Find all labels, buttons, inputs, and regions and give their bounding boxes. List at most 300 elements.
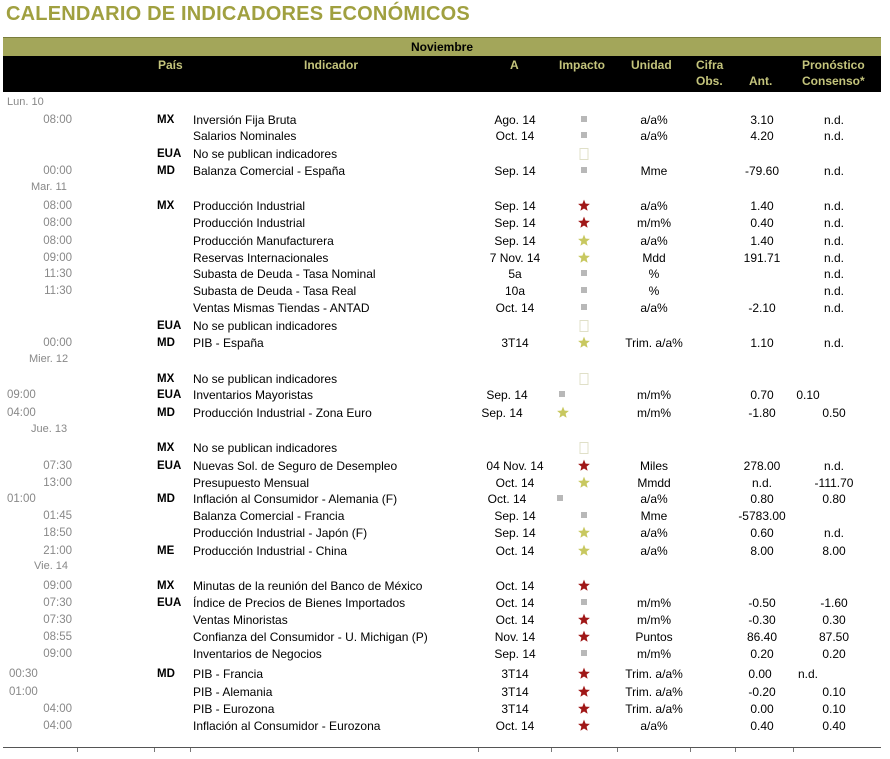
table-row (0, 163, 890, 179)
row-consenso: 0.30 (822, 613, 846, 627)
row-unidad: m/m% (637, 216, 671, 230)
column-tick (190, 748, 191, 752)
row-anterior: -79.60 (744, 164, 780, 178)
row-periodo: Oct. 14 (495, 579, 535, 593)
row-time: 04:00 (43, 703, 72, 715)
row-unidad: Trim. a/a% (625, 336, 683, 350)
impact-low (559, 387, 565, 403)
row-consenso: 0.50 (822, 406, 846, 420)
impact-high (578, 666, 591, 682)
row-periodo: Sep. 14 (494, 234, 536, 248)
row-indicador: Salarios Nominales (193, 129, 297, 143)
row-indicador: Balanza Comercial - España (193, 164, 346, 178)
impact-high (578, 718, 591, 734)
row-unidad: m/m% (637, 406, 671, 420)
impact-medium (578, 525, 591, 541)
header-consenso: Consenso* (802, 74, 865, 88)
row-consenso: 0.10 (822, 685, 846, 699)
row-pais: MD (157, 165, 175, 177)
row-periodo: 3T14 (501, 702, 529, 716)
row-indicador: Producción Industrial - Zona Euro (193, 406, 372, 420)
row-consenso: n.d. (823, 301, 845, 315)
low-impact-square-icon (581, 167, 587, 173)
row-periodo: Oct. 14 (495, 129, 535, 143)
table-row (0, 371, 890, 387)
high-impact-star-icon (578, 719, 591, 732)
row-consenso: n.d. (797, 667, 819, 681)
row-periodo: Sep. 14 (494, 199, 536, 213)
impact-none (580, 371, 589, 387)
row-periodo: Oct. 14 (487, 492, 527, 506)
day-label: Mier. 12 (29, 353, 69, 365)
row-anterior: -0.20 (748, 685, 776, 699)
row-indicador: Confianza del Consumidor - U. Michigan (P) (193, 630, 428, 644)
low-impact-square-icon (581, 116, 587, 122)
impact-none (580, 318, 589, 334)
table-row (0, 146, 890, 162)
row-time: 09:00 (43, 648, 72, 660)
low-impact-square-icon (581, 304, 587, 310)
low-impact-square-icon (581, 650, 587, 656)
no-impact-box-icon (580, 442, 589, 454)
row-unidad: a/a% (640, 301, 668, 315)
row-unidad: a/a% (640, 199, 668, 213)
row-unidad: a/a% (640, 492, 668, 506)
row-unidad: a/a% (640, 234, 668, 248)
row-indicador: Minutas de la reunión del Banco de México (193, 579, 423, 593)
row-anterior: -5783.00 (738, 509, 786, 523)
row-indicador: Índice de Precios de Bienes Importados (193, 596, 406, 610)
header-obs: Obs. (696, 74, 723, 88)
row-unidad: Trim. a/a% (625, 702, 683, 716)
no-impact-box-icon (580, 373, 589, 385)
row-anterior: -0.50 (748, 596, 776, 610)
row-anterior: 0.70 (750, 388, 774, 402)
low-impact-square-icon (581, 287, 587, 293)
row-pais: MX (157, 373, 175, 385)
row-periodo: Sep. 14 (486, 388, 528, 402)
impact-high (578, 198, 591, 214)
row-unidad: a/a% (640, 113, 668, 127)
row-periodo: Oct. 14 (495, 544, 535, 558)
row-pais: MD (157, 668, 175, 680)
high-impact-star-icon (578, 199, 591, 212)
table-row (0, 578, 890, 594)
row-anterior: 8.00 (750, 544, 774, 558)
row-indicador: Producción Industrial - Japón (F) (193, 526, 368, 540)
column-tick (735, 748, 736, 752)
row-anterior: n.d. (751, 476, 773, 490)
high-impact-star-icon (578, 702, 591, 715)
row-pais: EUA (157, 460, 182, 472)
impact-high (578, 458, 591, 474)
medium-impact-star-icon (557, 406, 570, 419)
impact-low (581, 163, 587, 179)
row-anterior: -2.10 (748, 301, 776, 315)
row-anterior: 0.40 (750, 216, 774, 230)
row-time: 04:00 (7, 407, 36, 419)
row-pais: MX (157, 442, 175, 454)
row-periodo: Oct. 14 (495, 596, 535, 610)
impact-low (581, 128, 587, 144)
row-consenso: -1.60 (820, 596, 848, 610)
row-consenso: n.d. (823, 459, 845, 473)
row-indicador: Subasta de Deuda - Tasa Nominal (193, 267, 376, 281)
row-time: 07:30 (43, 597, 72, 609)
row-indicador: Inventarios de Negocios (193, 647, 322, 661)
row-pais: MX (157, 200, 175, 212)
column-tick (551, 748, 552, 752)
row-pais: EUA (157, 597, 182, 609)
table-bottom-border (3, 747, 881, 748)
row-time: 04:00 (43, 720, 72, 732)
impact-low (581, 300, 587, 316)
row-consenso: -111.70 (814, 476, 854, 490)
table-row (0, 405, 890, 421)
header-impacto: Impacto (559, 58, 606, 72)
row-time: 11:30 (44, 285, 72, 297)
row-consenso: n.d. (823, 216, 845, 230)
row-pais: MD (157, 407, 175, 419)
row-anterior: 86.40 (746, 630, 778, 644)
row-indicador: Subasta de Deuda - Tasa Real (193, 284, 357, 298)
row-unidad: Mdd (642, 251, 666, 265)
row-unidad: m/m% (637, 613, 671, 627)
row-anterior: 1.10 (750, 336, 774, 350)
row-periodo: Oct. 14 (495, 476, 535, 490)
high-impact-star-icon (578, 579, 591, 592)
row-periodo: Sep. 14 (494, 526, 536, 540)
row-consenso: n.d. (823, 267, 845, 281)
row-unidad: % (648, 284, 660, 298)
row-consenso: n.d. (823, 526, 845, 540)
table-row (0, 283, 890, 299)
row-unidad: a/a% (640, 544, 668, 558)
row-time: 08:00 (43, 217, 72, 229)
row-periodo: Oct. 14 (495, 301, 535, 315)
medium-impact-star-icon (578, 234, 591, 247)
column-tick (690, 748, 691, 752)
row-consenso: n.d. (823, 284, 845, 298)
row-anterior: 0.40 (750, 719, 774, 733)
impact-low (557, 491, 563, 507)
table-row (0, 387, 890, 403)
row-indicador: PIB - Alemania (193, 685, 273, 699)
table-row (0, 612, 890, 628)
day-label: Lun. 10 (7, 96, 44, 108)
header-unidad: Unidad (631, 58, 672, 72)
impact-low (581, 283, 587, 299)
row-unidad: m/m% (637, 596, 671, 610)
no-impact-box-icon (580, 148, 589, 160)
row-time: 00:30 (9, 668, 38, 680)
table-row (0, 318, 890, 334)
impact-high (578, 684, 591, 700)
table-row (0, 250, 890, 266)
low-impact-square-icon (581, 270, 587, 276)
row-pais: MD (157, 493, 175, 505)
day-label: Mar. 11 (31, 181, 67, 193)
row-indicador: Inversión Fija Bruta (193, 113, 297, 127)
row-consenso: n.d. (823, 251, 845, 265)
impact-low (581, 266, 587, 282)
row-consenso: 0.10 (822, 702, 846, 716)
row-indicador: No se publican indicadores (193, 319, 338, 333)
impact-low (581, 595, 587, 611)
row-unidad: Mme (640, 164, 668, 178)
table-row (0, 233, 890, 249)
medium-impact-star-icon (578, 251, 591, 264)
impact-low (581, 508, 587, 524)
high-impact-star-icon (578, 216, 591, 229)
medium-impact-star-icon (578, 526, 591, 539)
row-consenso: 87.50 (818, 630, 850, 644)
row-indicador: No se publican indicadores (193, 147, 338, 161)
table-row (0, 595, 890, 611)
table-row (0, 300, 890, 316)
table-row (0, 508, 890, 524)
row-periodo: Sep. 14 (494, 647, 536, 661)
low-impact-square-icon (559, 391, 565, 397)
row-periodo: 04 Nov. 14 (486, 459, 544, 473)
row-indicador: Presupuesto Mensual (193, 476, 310, 490)
row-periodo: 3T14 (501, 685, 529, 699)
impact-high (578, 578, 591, 594)
page-title: CALENDARIO DE INDICADORES ECONÓMICOS (6, 3, 470, 25)
row-consenso: n.d. (823, 113, 845, 127)
high-impact-star-icon (578, 685, 591, 698)
row-time: 01:45 (43, 510, 72, 522)
row-unidad: a/a% (640, 526, 668, 540)
header-a: A (510, 58, 519, 72)
no-impact-box-icon (580, 320, 589, 332)
table-row (0, 491, 890, 507)
day-label: Vie. 14 (34, 560, 69, 572)
row-indicador: Producción Industrial (193, 216, 306, 230)
low-impact-square-icon (581, 599, 587, 605)
column-tick (617, 748, 618, 752)
row-indicador: PIB - España (193, 336, 264, 350)
table-row (0, 215, 890, 231)
row-time: 21:00 (43, 545, 72, 557)
row-time: 11:30 (44, 268, 72, 280)
row-consenso: n.d. (823, 164, 845, 178)
row-unidad: Trim. a/a% (625, 667, 683, 681)
table-row (0, 475, 890, 491)
row-pais: EUA (157, 148, 182, 160)
month-bar: Noviembre (3, 37, 881, 56)
row-periodo: 7 Nov. 14 (489, 251, 541, 265)
table-row (0, 543, 890, 559)
row-anterior: 1.40 (750, 199, 774, 213)
row-time: 09:00 (7, 389, 36, 401)
row-indicador: Nuevas Sol. de Seguro de Desempleo (193, 459, 398, 473)
row-time: 08:00 (43, 235, 72, 247)
table-row (0, 666, 890, 682)
medium-impact-star-icon (578, 544, 591, 557)
table-row (0, 629, 890, 645)
row-pais: MX (157, 580, 175, 592)
row-indicador: Inventarios Mayoristas (193, 388, 314, 402)
row-time: 08:55 (43, 631, 72, 643)
row-indicador: Inflación al Consumidor - Eurozona (193, 719, 381, 733)
row-pais: MD (157, 337, 175, 349)
row-time: 09:00 (43, 252, 72, 264)
row-periodo: Sep. 14 (494, 509, 536, 523)
row-consenso: 0.80 (822, 492, 846, 506)
row-pais: MX (157, 114, 175, 126)
row-indicador: PIB - Eurozona (193, 702, 275, 716)
column-tick (478, 748, 479, 752)
column-tick (793, 748, 794, 752)
table-row (0, 112, 890, 128)
impact-low (581, 112, 587, 128)
row-periodo: Oct. 14 (495, 719, 535, 733)
row-time: 01:00 (9, 686, 38, 698)
row-time: 01:00 (7, 493, 36, 505)
row-unidad: Mme (640, 509, 668, 523)
row-indicador: Balanza Comercial - Francia (193, 509, 345, 523)
row-anterior: 0.80 (750, 492, 774, 506)
row-consenso: 8.00 (822, 544, 846, 558)
row-pais: ME (157, 545, 175, 557)
table-row (0, 718, 890, 734)
low-impact-square-icon (557, 495, 563, 501)
row-anterior: -1.80 (748, 406, 776, 420)
row-anterior: 0.60 (750, 526, 774, 540)
row-indicador: Inflación al Consumidor - Alemania (F) (193, 492, 398, 506)
table-row (0, 198, 890, 214)
row-consenso: 0.40 (822, 719, 846, 733)
row-periodo: Ago. 14 (494, 113, 536, 127)
row-periodo: 10a (504, 284, 526, 298)
row-periodo: Oct. 14 (495, 613, 535, 627)
row-indicador: PIB - Francia (193, 667, 264, 681)
row-anterior: -0.30 (748, 613, 776, 627)
high-impact-star-icon (578, 667, 591, 680)
row-anterior: 3.10 (750, 113, 774, 127)
row-consenso: n.d. (823, 129, 845, 143)
row-time: 13:00 (43, 477, 72, 489)
header-pronostico: Pronóstico (802, 58, 865, 72)
row-unidad: Miles (639, 459, 669, 473)
table-row (0, 440, 890, 456)
row-time: 09:00 (43, 580, 72, 592)
impact-high (578, 701, 591, 717)
row-time: 08:00 (43, 114, 72, 126)
row-periodo: Sep. 14 (481, 406, 523, 420)
table-row (0, 458, 890, 474)
row-unidad: m/m% (637, 647, 671, 661)
day-label: Jue. 13 (31, 423, 68, 435)
row-indicador: Producción Industrial (193, 199, 306, 213)
impact-medium (557, 405, 570, 421)
row-time: 08:00 (43, 200, 72, 212)
row-unidad: m/m% (637, 388, 671, 402)
impact-none (580, 440, 589, 456)
table-row (0, 701, 890, 717)
row-periodo: Nov. 14 (494, 630, 536, 644)
row-anterior: 4.20 (750, 129, 774, 143)
medium-impact-star-icon (578, 476, 591, 489)
row-periodo: 3T14 (501, 336, 529, 350)
row-unidad: Trim. a/a% (625, 685, 683, 699)
row-time: 07:30 (43, 460, 72, 472)
column-tick (77, 748, 78, 752)
table-row (0, 525, 890, 541)
row-indicador: No se publican indicadores (193, 372, 338, 386)
row-indicador: No se publican indicadores (193, 441, 338, 455)
row-consenso: n.d. (823, 234, 845, 248)
row-pais: EUA (157, 389, 182, 401)
header-cifra: Cifra (696, 58, 724, 72)
impact-high (578, 612, 591, 628)
column-tick (154, 748, 155, 752)
row-anterior: 0.20 (750, 647, 774, 661)
row-indicador: Ventas Mismas Tiendas - ANTAD (193, 301, 370, 315)
impact-medium (578, 335, 591, 351)
row-anterior: 0.00 (748, 667, 772, 681)
medium-impact-star-icon (578, 336, 591, 349)
table-row (0, 128, 890, 144)
impact-medium (578, 543, 591, 559)
row-consenso: 0.20 (822, 647, 846, 661)
row-indicador: Producción Manufacturera (193, 234, 334, 248)
row-time: 18:50 (43, 527, 72, 539)
high-impact-star-icon (578, 459, 591, 472)
row-indicador: Reservas Internacionales (193, 251, 329, 265)
impact-medium (578, 233, 591, 249)
row-time: 00:00 (43, 165, 72, 177)
row-unidad: a/a% (640, 719, 668, 733)
table-row (0, 684, 890, 700)
header-pais: País (158, 58, 183, 72)
row-indicador: Ventas Minoristas (193, 613, 288, 627)
high-impact-star-icon (578, 613, 591, 626)
row-consenso: n.d. (823, 336, 845, 350)
table-row (0, 266, 890, 282)
impact-medium (578, 475, 591, 491)
row-periodo: 5a (508, 267, 522, 281)
impact-medium (578, 250, 591, 266)
low-impact-square-icon (581, 512, 587, 518)
header-indicador: Indicador (304, 58, 359, 72)
row-consenso: n.d. (823, 199, 845, 213)
row-indicador: Producción Industrial - China (193, 544, 348, 558)
row-unidad: Mmdd (637, 476, 671, 490)
impact-none (580, 146, 589, 162)
row-time: 07:30 (43, 614, 72, 626)
row-periodo: 3T14 (501, 667, 529, 681)
row-time: 00:00 (43, 337, 72, 349)
row-periodo: Sep. 14 (494, 164, 536, 178)
row-unidad: Puntos (635, 630, 673, 644)
header-ant: Ant. (749, 74, 773, 88)
row-anterior: 1.40 (750, 234, 774, 248)
impact-high (578, 215, 591, 231)
row-consenso: 0.10 (796, 388, 820, 402)
row-periodo: Sep. 14 (494, 216, 536, 230)
table-row (0, 646, 890, 662)
row-anterior: 278.00 (743, 459, 781, 473)
row-anterior: 191.71 (743, 251, 781, 265)
row-unidad: % (648, 267, 660, 281)
high-impact-star-icon (578, 630, 591, 643)
row-anterior: 0.00 (750, 702, 774, 716)
row-pais: EUA (157, 320, 182, 332)
low-impact-square-icon (581, 132, 587, 138)
impact-high (578, 629, 591, 645)
